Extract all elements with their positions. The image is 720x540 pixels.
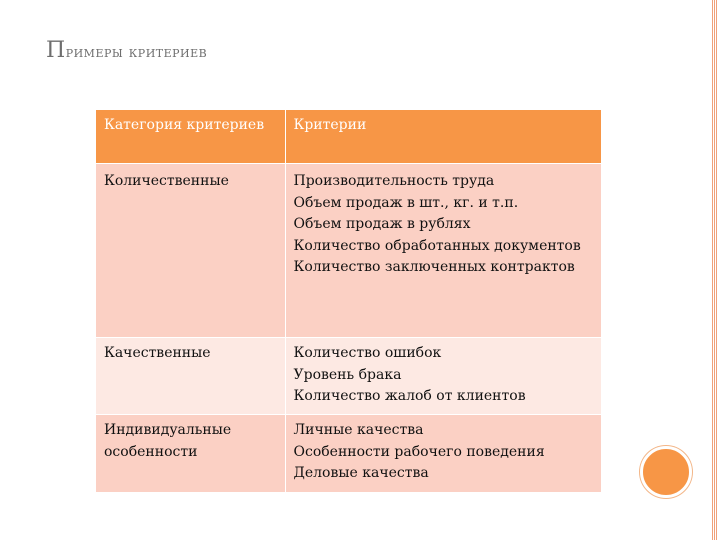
criterion-item: Особенности рабочего поведения [293, 443, 545, 460]
criterion-item: Объем продаж в шт., кг. и т.п. [293, 194, 519, 211]
table-row [96, 415, 601, 493]
criterion-item: Уровень брака [293, 366, 402, 383]
slide-title: Примеры критериев [46, 38, 208, 63]
cell-category: Качественные [96, 338, 285, 415]
border-line [714, 0, 715, 540]
criteria-table [96, 110, 601, 493]
criterion-item: Количество жалоб от клиентов [293, 388, 526, 404]
criterion-item: Деловые качества [293, 465, 429, 481]
cell-criteria [285, 415, 601, 493]
criterion-item: Количество ошибок [293, 345, 442, 361]
border-line [716, 0, 717, 540]
cell-criteria [285, 338, 601, 415]
table-row [96, 164, 601, 338]
cell-category: Индивидуальные особенности [96, 415, 285, 493]
criterion-item: Количество обработанных документов [293, 237, 581, 254]
table-header-row [96, 110, 601, 164]
criterion-item: Производительность труда [293, 173, 495, 189]
cell-category: Количественные [96, 164, 285, 338]
criterion-item: Количество заключенных контрактов [293, 259, 575, 275]
header-criteria: Критерии [285, 110, 601, 164]
decorative-circle [640, 446, 692, 498]
border-line [712, 0, 713, 540]
criterion-item: Личные качества [293, 422, 424, 438]
header-category: Категория критериев [96, 110, 285, 164]
table-row [96, 338, 601, 415]
cell-criteria [285, 164, 601, 338]
criterion-item: Объем продаж в рублях [293, 216, 471, 232]
